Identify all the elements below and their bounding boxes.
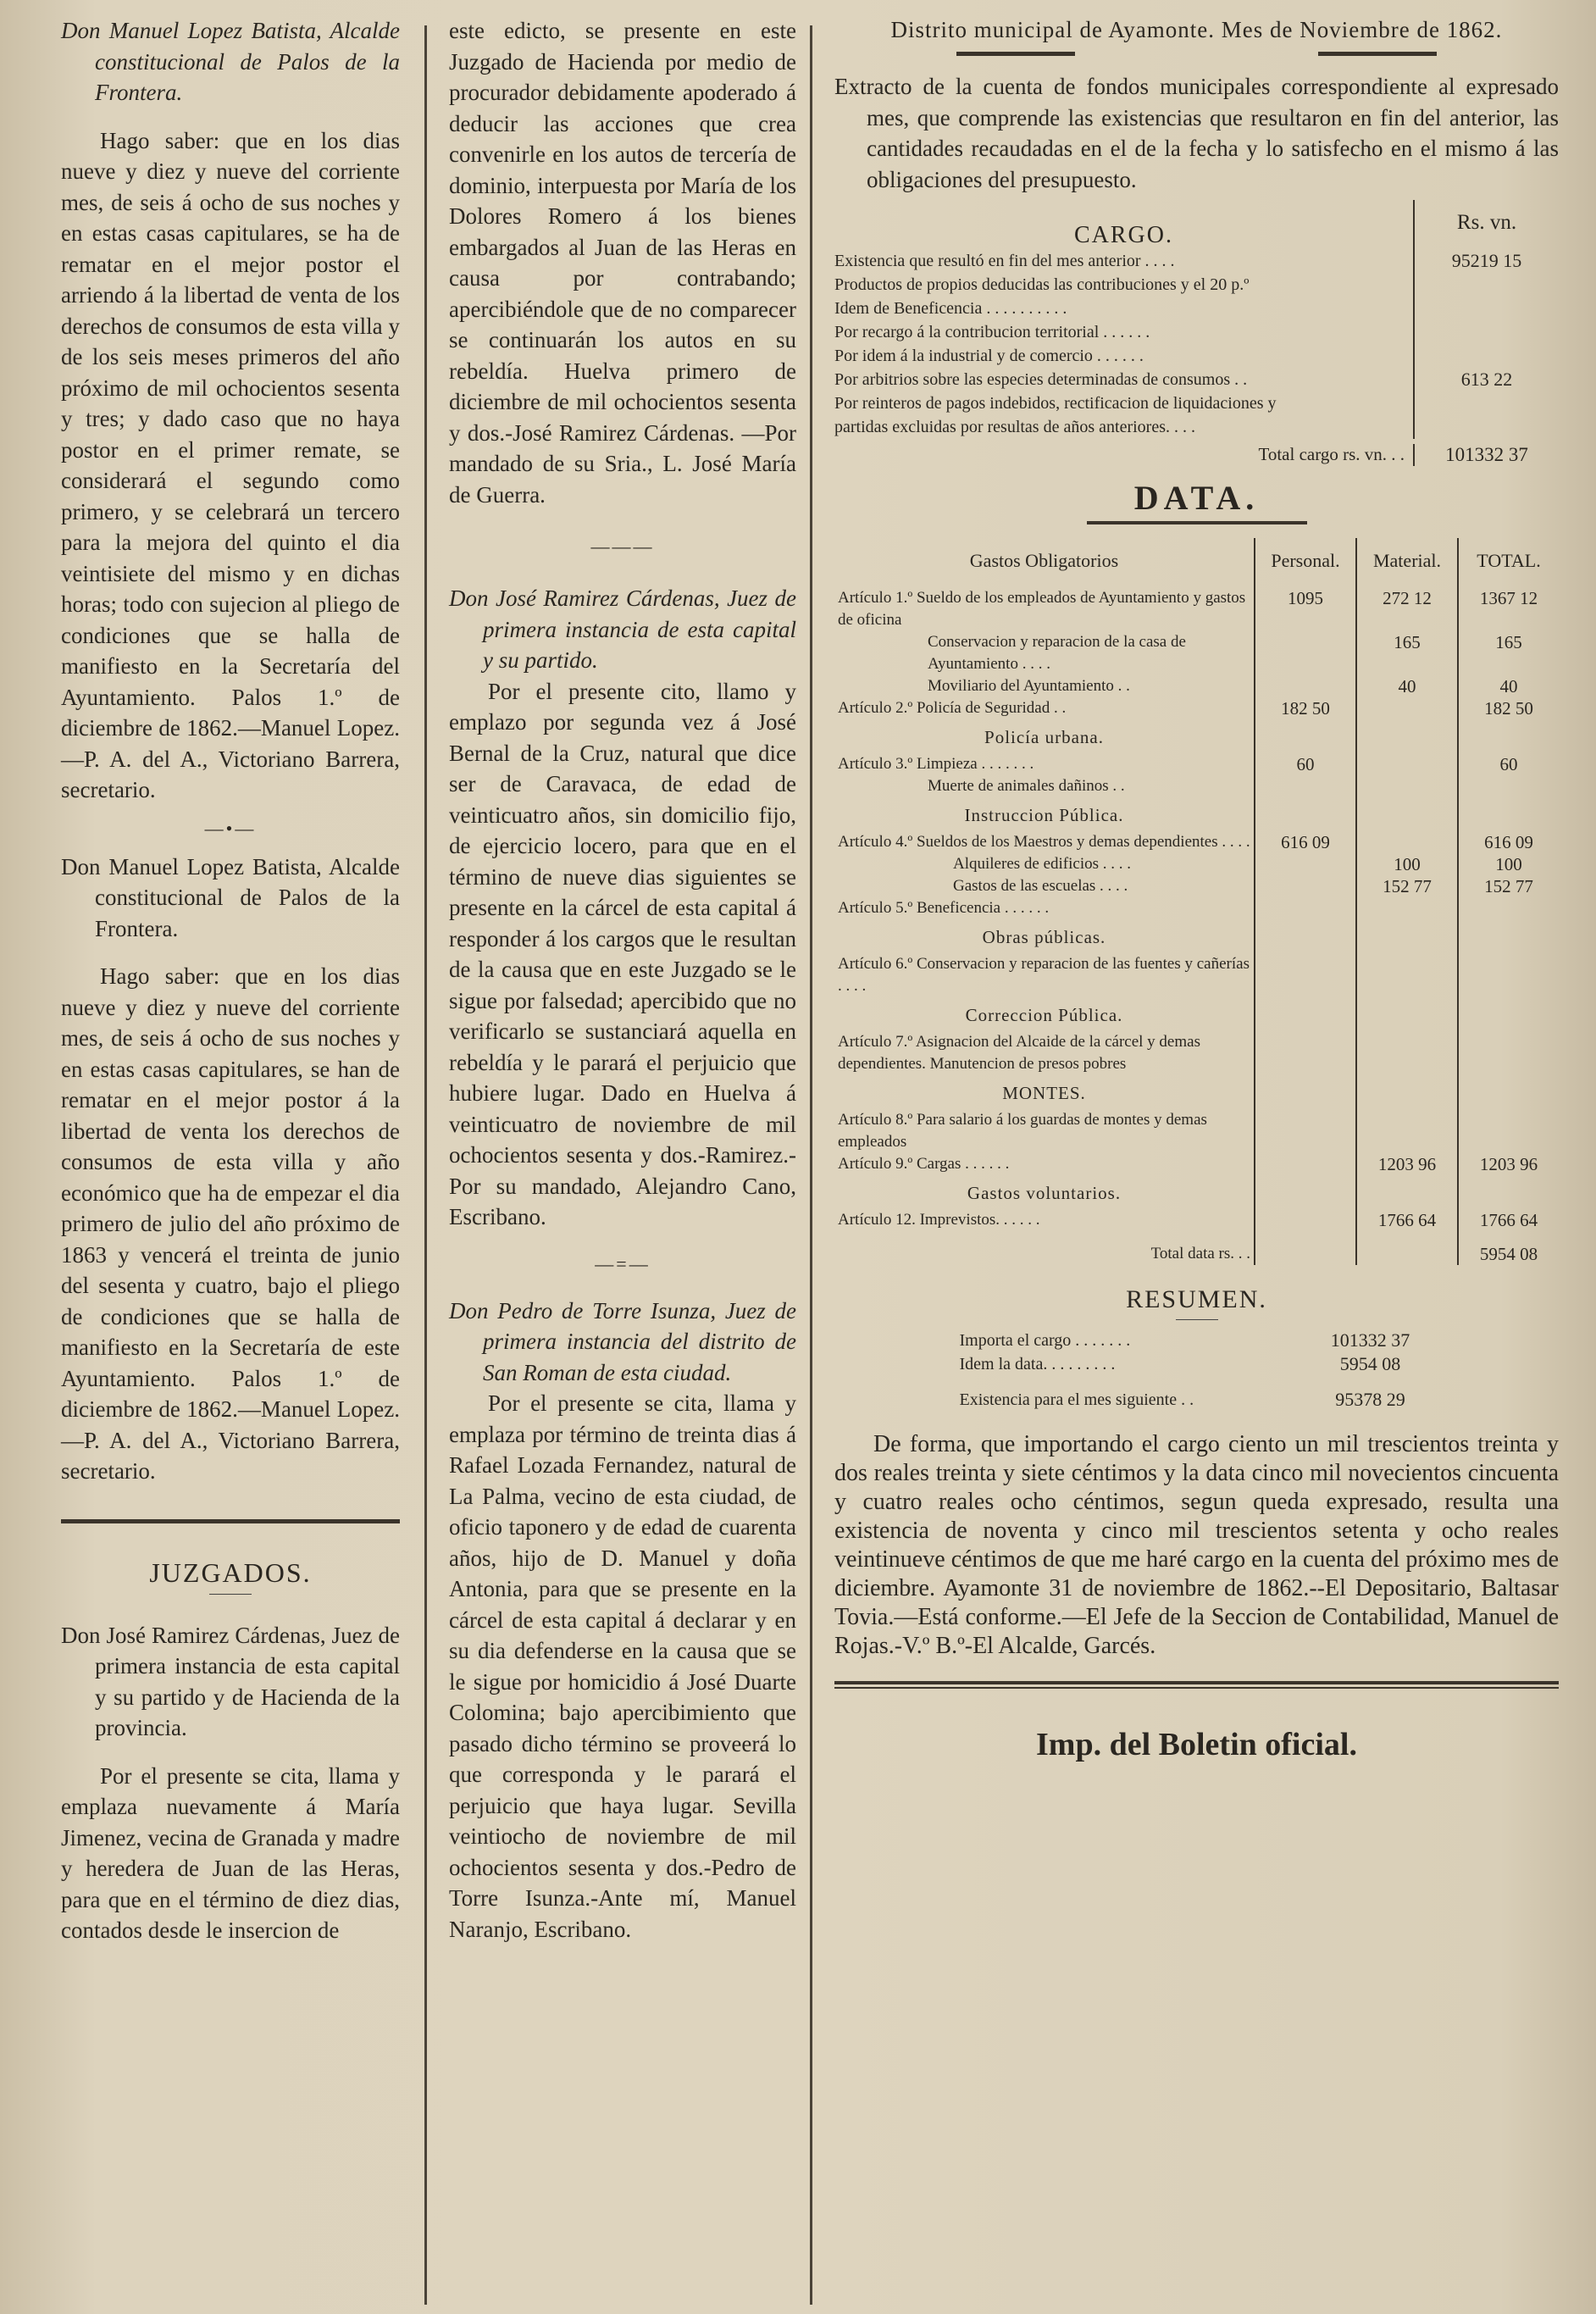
closing-paragraph: De forma, que importando el cargo ciento un mil trescientos treinta y dos reales treinta y siete céntimos y la data cinco mil novecientos cincuenta y cuatro reales ocho céntimos, segun queda expresado, resulta una existencia de noventa y cinco mil trescientos setenta y ocho reales veintinueve céntimos de que me haré cargo en la cuenta del próximo mes de diciembre. Ayamonte 31 de noviembre de 1862.--El Depositario, Baltasar Tovia.—Está conforme.—El Jefe de la Seccion de Contabilidad, Manuel de Rojas.-V.º B.º-El Alcalde, Garcés.: [834, 1431, 1559, 1659]
data-row: [834, 753, 1559, 775]
material-cell: 1766 64: [1356, 1209, 1458, 1231]
subheading-label: Gastos voluntarios.: [967, 1183, 1122, 1203]
material-cell: 152 77: [1356, 875, 1458, 897]
data-row: [834, 1153, 1559, 1175]
separator: —•—: [204, 817, 257, 839]
header-ornament: [834, 52, 1559, 56]
material-cell: [1356, 1031, 1458, 1075]
cargo-rows: [834, 249, 1559, 439]
cargo-row-value: [1413, 415, 1559, 439]
personal-cell: 60: [1255, 753, 1356, 775]
cargo-row-label: Existencia que resultó en fin del mes anterior . . . .: [834, 252, 1175, 270]
material-cell: 165: [1356, 631, 1458, 675]
personal-cell: 182 50: [1255, 697, 1356, 719]
data-row: [834, 953, 1559, 997]
material-cell: [1356, 1109, 1458, 1153]
cargo-row: [834, 273, 1559, 297]
article-label: Conservacion y reparacion de la casa de Ayuntamiento . . . .: [928, 633, 1186, 673]
article-label: Artículo 5.º Beneficencia . . . . . .: [838, 899, 1050, 917]
data-total-label: Total data rs. . .: [1150, 1245, 1250, 1262]
separator: —=—: [595, 1252, 651, 1274]
data-subheading: [834, 1175, 1559, 1209]
edict-2-title: Don Manuel Lopez Batista, Alcalde constitucional de Palos de la Frontera.: [61, 853, 400, 941]
edict-3-title: Don José Ramirez Cárdenas, Juez de primera instancia de esta capital y su partido y de Hacienda de la provincia.: [61, 1622, 400, 1740]
data-subheading: [834, 997, 1559, 1031]
personal-cell: [1255, 1209, 1356, 1231]
total-cell: [1458, 953, 1559, 997]
article-label: Artículo 6.º Conservacion y reparacion de las fuentes y cañerías . . . .: [838, 955, 1250, 995]
cargo-row-value: [1413, 273, 1559, 297]
resumen-row: [960, 1352, 1434, 1376]
article-label: Gastos de las escuelas . . . .: [953, 877, 1128, 895]
total-cell: [1458, 1031, 1559, 1075]
resumen-title: RESUMEN.: [1126, 1285, 1267, 1313]
edict-4-body: Por el presente cito, llamo y emplazo por segunda vez á José Bernal de la Cruz, natural que dice ser de Caravaca, de edad de veinticuatro años, sin domicilio fijo, de ejercicio locero, para que en el término de nueve dias siguientes se presente en la cárcel de esta capital á responder á los cargos que le resultan de la causa que en este Juzgado se le sigue por falsedad; apercibido que no verificarlo se sustanciará aquella en rebeldía y le parará el perjuicio que hubiere lugar. Dado en Huelva á veinticuatro de noviembre de mil ochocientos sesenta y dos.-Ramirez.-Por su mandado, Alejandro Cano, Escribano.: [449, 678, 796, 1229]
cargo-row-label: partidas excluidas por resultas de años anteriores. . . .: [834, 418, 1195, 436]
personal-cell: [1255, 675, 1356, 697]
cargo-total-row: [834, 444, 1559, 466]
article-label: Artículo 4.º Sueldos de los Maestros y demas dependientes . . . .: [838, 833, 1250, 851]
cargo-label: CARGO.: [1073, 222, 1173, 248]
subheading-label: Obras públicas.: [982, 927, 1106, 947]
data-table: [834, 538, 1559, 1265]
article-label: Alquileres de edificios . . . .: [953, 855, 1132, 873]
col-header-total: TOTAL.: [1458, 538, 1559, 587]
personal-cell: [1255, 631, 1356, 675]
cargo-row-value: 613 22: [1413, 368, 1559, 391]
cargo-row-value: [1413, 297, 1559, 320]
material-cell: 272 12: [1356, 587, 1458, 631]
data-row: [834, 587, 1559, 631]
material-cell: [1356, 775, 1458, 797]
personal-cell: 1095: [1255, 587, 1356, 631]
data-row: [834, 831, 1559, 853]
subheading-label: Policía urbana.: [984, 727, 1104, 747]
article-label: Artículo 8.º Para salario á los guardas de montes y demas empleados: [838, 1111, 1207, 1151]
article-label: Artículo 1.º Sueldo de los empleados de Ayuntamiento y gastos de oficina: [838, 589, 1246, 629]
cargo-row-label: Por arbitrios sobre las especies determinadas de consumos . .: [834, 370, 1248, 389]
subheading-label: Correccion Pública.: [965, 1005, 1123, 1025]
total-cell: [1458, 775, 1559, 797]
currency-label: Rs. vn.: [1413, 200, 1559, 249]
separator: ———: [590, 535, 655, 557]
data-row: [834, 1109, 1559, 1153]
cargo-total-value: 101332 37: [1413, 444, 1559, 466]
title-underline: [209, 1594, 252, 1595]
article-label: Artículo 12. Imprevistos. . . . . .: [838, 1211, 1040, 1229]
cargo-row: [834, 368, 1559, 391]
material-cell: [1356, 953, 1458, 997]
imprint: Imp. del Boletin oficial.: [1036, 1727, 1357, 1762]
column-1: [61, 15, 400, 1946]
article-label: Artículo 3.º Limpieza . . . . . . .: [838, 755, 1034, 773]
edict-5-body: Por el presente se cita, llama y emplaza por término de treinta dias á Rafael Lozada Fernandez, natural de La Palma, vecino de esta ciudad, de oficio taponero y de edad de cuarenta años, hijo de D. Manuel y doña Antonia, para que se presente en la cárcel de esta capital á declarar y en su dia defenderse en la causa que se le sigue por homicidio á José Duarte Colomina; bajo apercibimiento que pasado dicho término se proveerá lo que corresponda y le parará el perjuicio que haya lugar. Sevilla veintiocho de noviembre de mil ochocientos sesenta y dos.-Pedro de Torre Isunza.-Ante mí, Manuel Naranjo, Escribano.: [449, 1390, 796, 1942]
edict-1-title: Don Manuel Lopez Batista, Alcalde constitucional de Palos de la Frontera.: [61, 18, 400, 105]
personal-cell: [1255, 1031, 1356, 1075]
edict-4-title: Don José Ramirez Cárdenas, Juez de primera instancia de esta capital y su partido.: [449, 585, 796, 673]
data-row: [834, 875, 1559, 897]
data-row: [834, 853, 1559, 875]
cargo-row-value: [1413, 344, 1559, 368]
total-cell: 40: [1458, 675, 1559, 697]
subheading-label: Instruccion Pública.: [964, 805, 1124, 825]
edict-1-body: Hago saber: que en los dias nueve y diez y nueve del corriente mes, de seis á ocho de sus noches y en estas casas capitulares, se ha de rematar en el mejor postor el arriendo á la libertad de venta de los derechos de consumos de esta villa y de los seis meses primeros del año próximo de mil ochocientos sesenta y tres; y dado caso que no haya postor en el primer remate, se considerará el segundo como primero, y se celebrará un tercero para la mejora del quinto el dia veintisiete del mismo y en dichas horas; todo con sujecion al pliego de condiciones que se halla de manifiesto en la Secretaría del Ayuntamiento. Palos 1.º de diciembre de 1862.—Manuel Lopez.—P. A. del A., Victoriano Barrera, secretario.: [61, 127, 400, 802]
resumen-label: Importa el cargo . . . . . . .: [959, 1331, 1131, 1350]
data-row: [834, 675, 1559, 697]
data-row: [834, 631, 1559, 675]
personal-cell: [1255, 875, 1356, 897]
cargo-row-label: Por idem á la industrial y de comercio . . . . . .: [834, 347, 1144, 365]
column-3: [834, 15, 1559, 1763]
data-subheading: [834, 719, 1559, 753]
material-cell: [1356, 697, 1458, 719]
personal-cell: [1255, 897, 1356, 919]
personal-cell: [1255, 853, 1356, 875]
resumen-label: Idem la data. . . . . . . . .: [959, 1355, 1116, 1373]
section-divider: [61, 1519, 400, 1523]
material-cell: 1203 96: [1356, 1153, 1458, 1175]
cargo-row: [834, 320, 1559, 344]
article-label: Artículo 7.º Asignacion del Alcaide de la cárcel y demas dependientes. Manutencion de presos pobres: [838, 1033, 1200, 1073]
personal-cell: [1255, 953, 1356, 997]
cargo-row-value: 95219 15: [1413, 249, 1559, 273]
cargo-row: [834, 391, 1559, 415]
cargo-row-value: [1413, 320, 1559, 344]
resumen-value: 101332 37: [1330, 1329, 1410, 1351]
cargo-row: [834, 415, 1559, 439]
cargo-header: [834, 200, 1559, 249]
data-row: [834, 1031, 1559, 1075]
resumen-row: [960, 1388, 1434, 1412]
personal-cell: [1255, 1153, 1356, 1175]
material-cell: [1356, 753, 1458, 775]
cargo-row: [834, 249, 1559, 273]
resumen-underline: [1176, 1319, 1218, 1320]
district-header: Distrito municipal de Ayamonte. Mes de Noviembre de 1862.: [890, 17, 1503, 42]
data-row: [834, 697, 1559, 719]
resumen-value: 5954 08: [1339, 1353, 1401, 1374]
personal-cell: 616 09: [1255, 831, 1356, 853]
data-title: DATA.: [1133, 479, 1260, 517]
total-cell: 616 09: [1458, 831, 1559, 853]
article-label: Moviliario del Ayuntamiento . .: [928, 677, 1130, 695]
cargo-row-label: Por reinteros de pagos indebidos, rectificacion de liquidaciones y: [834, 394, 1277, 413]
cargo-row-label: Por recargo á la contribucion territorial . . . . . .: [834, 323, 1150, 341]
material-cell: [1356, 831, 1458, 853]
material-cell: 100: [1356, 853, 1458, 875]
col-header-gastos: Gastos Obligatorios: [969, 550, 1119, 571]
total-cell: [1458, 1109, 1559, 1153]
extract-text: Extracto de la cuenta de fondos municipales correspondiente al expresado mes, que comprende las existencias que resultaron en fin del anterior, las cantidades recaudadas en el de la fecha y lo satisfecho en el mismo á las obligaciones del presupuesto.: [834, 74, 1559, 192]
total-cell: 1367 12: [1458, 587, 1559, 631]
total-cell: [1458, 897, 1559, 919]
account-extract: [834, 71, 1559, 195]
total-cell: 152 77: [1458, 875, 1559, 897]
article-label: Artículo 9.º Cargas . . . . . .: [838, 1155, 1010, 1173]
resumen-label: Existencia para el mes siguiente . .: [959, 1390, 1194, 1409]
data-subheading: [834, 797, 1559, 831]
data-subheading: [834, 919, 1559, 953]
total-cell: 60: [1458, 753, 1559, 775]
article-label: Artículo 2.º Policía de Seguridad . .: [838, 699, 1067, 717]
data-subheading: [834, 1075, 1559, 1109]
total-cell: 182 50: [1458, 697, 1559, 719]
cargo-total-label: Total cargo rs. vn. . .: [1258, 444, 1405, 464]
section-title: JUZGADOS.: [149, 1557, 312, 1588]
column-rule: [810, 25, 812, 2305]
edict-2-body: Hago saber: que en los dias nueve y diez y nueve del corriente mes, de seis á ocho de sus noches y en estas casas capitulares, se han de rematar en el mejor postor á la libertad de venta los derechos de consumos de esta villa y año económico que ha de empezar el dia primero de julio del año próximo de 1863 y vencerá el treinta de junio del sesenta y cuatro, bajo el pliego de condiciones que se halla de manifiesto en la Secretaría de este Ayuntamiento. Palos 1.º de diciembre de 1862.—Manuel Lopez.—P. A. del A., Victoriano Barrera, secretario.: [61, 963, 400, 1484]
personal-cell: [1255, 1109, 1356, 1153]
cargo-row-label: Idem de Beneficencia . . . . . . . . . .: [834, 299, 1067, 318]
edict-3-body: Por el presente se cita, llama y emplaza nuevamente á María Jimenez, vecina de Granada y madre y heredera de Juan de las Heras, para que en el término de diez dias, contados desde le insercion de: [61, 1762, 400, 1943]
column-rule: [424, 25, 427, 2305]
data-row: [834, 897, 1559, 919]
data-total-value: 5954 08: [1458, 1231, 1559, 1265]
edict-continuation: este edicto, se presente en este Juzgado de Hacienda por medio de procurador debidamente apoderado á deducir las acciones que crea convenirle en los autos de tercería de dominio, interpuesta por María de los Dolores Romero á los bienes embargados al Juan de las Heras en causa por contrabando; apercibiéndole que de no comparecer se continuarán los autos en su rebeldía. Huelva primero de diciembre de mil ochocientos sesenta y dos.-José Ramirez Cárdenas. —Por mandado de su Sria., L. José María de Guerra.: [449, 18, 796, 508]
total-cell: 1766 64: [1458, 1209, 1559, 1231]
personal-cell: [1255, 775, 1356, 797]
material-cell: 40: [1356, 675, 1458, 697]
resumen-value: 95378 29: [1335, 1389, 1405, 1410]
data-row: [834, 775, 1559, 797]
material-cell: [1356, 897, 1458, 919]
article-label: Muerte de animales dañinos . .: [928, 777, 1125, 795]
col-header-material: Material.: [1356, 538, 1458, 587]
edict-5-title: Don Pedro de Torre Isunza, Juez de primera instancia del distrito de San Roman de esta ciudad.: [449, 1297, 796, 1385]
cargo-section: [834, 200, 1559, 466]
cargo-row-label: Productos de propios deducidas las contribuciones y el 20 p.º: [834, 275, 1250, 294]
data-underline: [1087, 521, 1307, 524]
data-row: [834, 1209, 1559, 1231]
subheading-label: MONTES.: [1002, 1083, 1086, 1103]
total-cell: 100: [1458, 853, 1559, 875]
total-cell: 165: [1458, 631, 1559, 675]
column-2: [449, 15, 796, 1945]
resumen-rows: [960, 1329, 1434, 1412]
total-cell: 1203 96: [1458, 1153, 1559, 1175]
footer-rule: [834, 1681, 1559, 1689]
cargo-row: [834, 297, 1559, 320]
resumen-row: [960, 1329, 1434, 1352]
cargo-row-value: [1413, 391, 1559, 415]
cargo-row: [834, 344, 1559, 368]
col-header-personal: Personal.: [1255, 538, 1356, 587]
